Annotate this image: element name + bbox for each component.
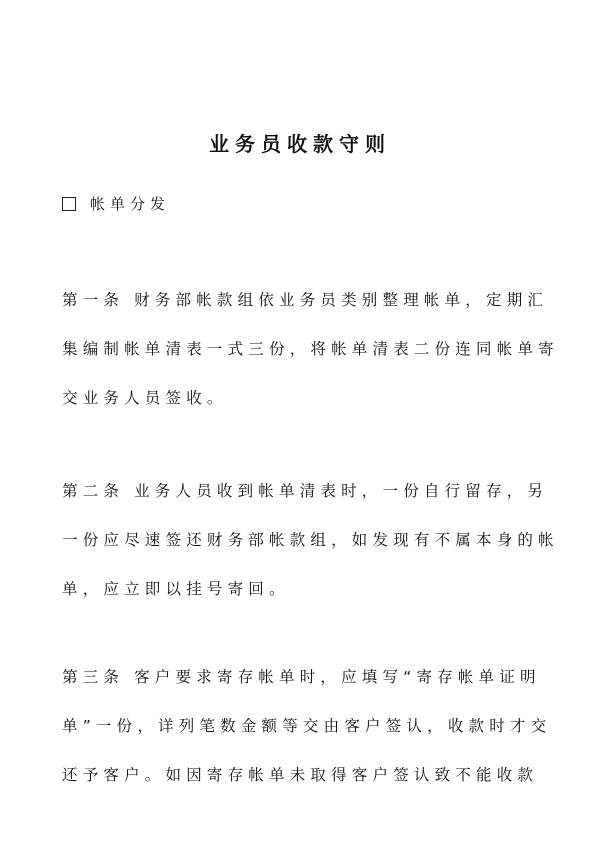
article-1 bbox=[62, 290, 559, 437]
document-title: 业务员收款守则 bbox=[209, 132, 391, 156]
article-3-line-1-text: 客户要求寄存帐单时，应填写“寄存帐单证明 bbox=[134, 668, 541, 686]
article-2-line-3: 单，应立即以挂号寄回。 bbox=[62, 580, 290, 598]
article-3-label: 第三条 bbox=[62, 668, 125, 686]
article-3-line-2: 单”一份，详列笔数金额等交由客户签认，收款时才交 bbox=[62, 717, 552, 735]
article-1-line-1 bbox=[62, 290, 552, 339]
section-heading bbox=[62, 193, 170, 214]
article-2-label: 第二条 bbox=[62, 482, 125, 500]
article-2-line-1 bbox=[62, 481, 552, 530]
article-2-line-1-text: 业务人员收到帐单清表时，一份自行留存，另 bbox=[134, 482, 549, 500]
article-3-line-3: 还予客户。如因寄存帐单未取得客户签认致不能收款 bbox=[62, 766, 539, 784]
article-1-line-3: 交业务人员签收。 bbox=[62, 389, 228, 407]
article-1-line-1-text: 财务部帐款组依业务员类别整理帐单，定期汇 bbox=[134, 291, 549, 309]
article-3-line-1 bbox=[62, 667, 552, 716]
article-3 bbox=[62, 667, 552, 814]
article-1-line-2: 集编制帐单清表一式三份，将帐单清表二份连同帐单寄 bbox=[62, 340, 559, 358]
article-2 bbox=[62, 481, 559, 628]
article-1-label: 第一条 bbox=[62, 291, 125, 309]
section-heading-text: 帐单分发 bbox=[90, 195, 171, 213]
checkbox-square-icon bbox=[62, 197, 76, 211]
article-2-line-2: 一份应尽速签还财务部帐款组，如发现有不属本身的帐 bbox=[62, 531, 559, 549]
